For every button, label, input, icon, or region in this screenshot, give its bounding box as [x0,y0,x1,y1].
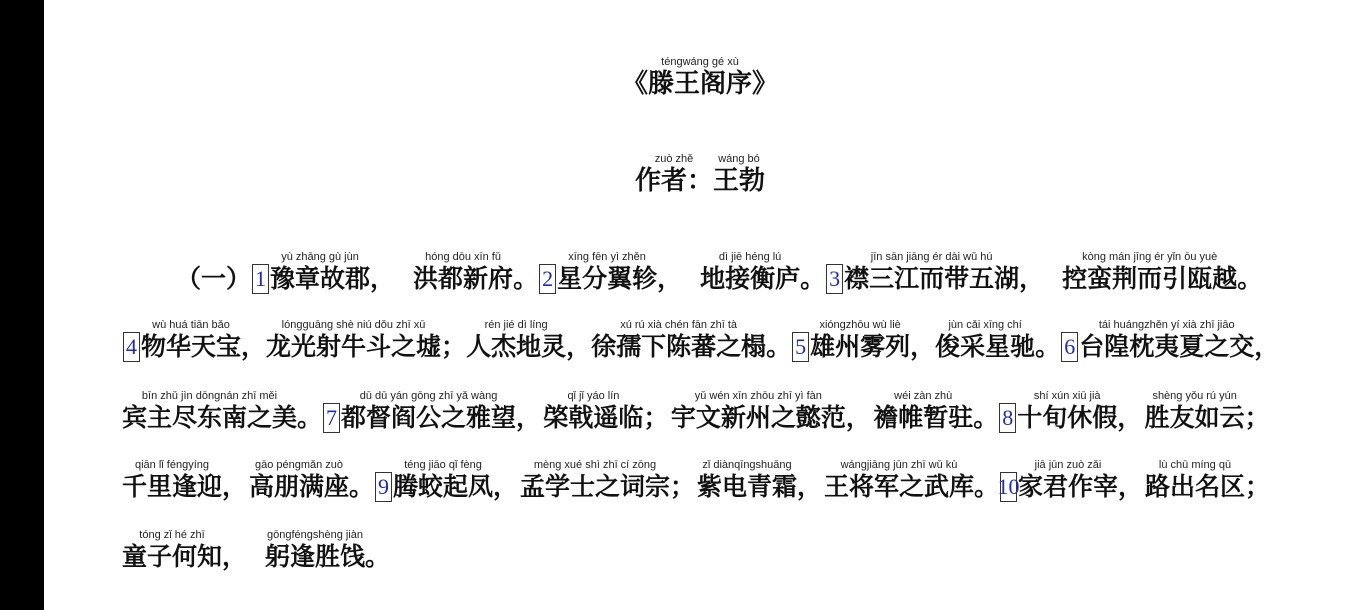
pinyin: rén jié dì líng [484,319,548,331]
text-line [122,389,1272,433]
annotated-phrase [520,458,670,502]
pinyin: hóng dōu xīn fǔ [425,251,501,263]
hanzi: 都督阎公之雅望 [341,403,517,432]
annotated-phrase [393,458,493,502]
punctuation: ， [797,472,823,501]
pinyin: téng jiāo qǐ fèng [404,459,482,471]
hanzi: 宇文新州之懿范 [670,403,846,432]
punctuation: ， [657,264,683,293]
pinyin: wángjiāng jūn zhī wǔ kù [840,459,958,471]
annotated-phrase [1145,458,1245,502]
pinyin: lóngguāng shè niú dǒu zhī xū [281,319,426,331]
annotated-phrase [466,318,566,362]
pinyin: qiān lǐ féngyíng [135,459,209,471]
annotated-phrase [122,528,222,572]
annotated-phrase [1017,389,1117,433]
pinyin: jīn sān jiāng ér dài wǔ hú [870,251,993,263]
annotated-phrase [591,318,766,362]
hanzi: 胜友如云 [1144,403,1245,432]
hanzi: 千里逢迎 [122,472,223,501]
annotated-phrase [557,250,657,294]
hanzi: 人杰地灵 [466,332,567,361]
hanzi: 家君作宰 [1018,472,1119,501]
hanzi: 洪都新府 [413,264,514,293]
annotated-phrase [270,250,370,294]
hanzi: 徐孺下陈蕃之榻 [591,332,767,361]
hanzi: 襜帷暂驻 [873,403,974,432]
pinyin: wéi zàn zhù [894,390,953,402]
author-label-text: 作者： [634,166,713,196]
author-label [635,152,713,196]
pinyin: dì jiē héng lú [718,251,782,263]
left-black-bar [0,0,44,610]
title-pinyin: téngwáng gé xù [661,56,739,68]
annotated-phrase [873,389,973,433]
pinyin: mèng xué shì zhī cí zōng [533,459,657,471]
annotated-phrase [265,528,365,572]
page-title [44,55,1356,99]
pinyin: wù huá tiān bǎo [152,319,230,331]
punctuation: 。 [1035,332,1061,361]
hanzi: 躬逢胜饯 [265,542,366,571]
sentence-number-badge[interactable]: 7 [323,403,340,433]
punctuation: ， [370,264,396,293]
pinyin: xīng fēn yì zhěn [568,251,646,263]
annotated-phrase [671,389,846,433]
hanzi: 龙光射牛斗之墟 [266,332,442,361]
pinyin: lù chū míng qū [1158,459,1232,471]
sentence-number-badge[interactable]: 9 [375,472,392,502]
punctuation: ， [1118,472,1144,501]
pinyin: zǐ diànqīngshuāng [702,459,792,471]
pinyin: jùn cǎi xīng chí [948,319,1022,331]
pinyin: gōngféngshèng jiàn [267,529,364,541]
sentence-number-badge[interactable]: 10 [1000,472,1017,502]
punctuation: 。 [800,264,826,293]
pinyin: jiā jūn zuò zǎi [1034,459,1102,471]
punctuation: ， [1019,264,1045,293]
hanzi: 王将军之武库 [823,472,974,501]
hanzi: 俊采星驰 [935,332,1036,361]
punctuation: ， [910,332,936,361]
author-name [713,152,765,196]
annotated-phrase [141,318,241,362]
punctuation: ； [1244,403,1270,432]
annotated-phrase [810,318,910,362]
punctuation: ； [643,403,669,432]
title-close-bracket: 》 [752,69,779,99]
annotated-phrase [844,250,1019,294]
hanzi: 物华天宝 [141,332,242,361]
pinyin: dū dū yán gōng zhī yǎ wàng [359,390,498,402]
punctuation: 。 [1237,264,1263,293]
title-text: 滕王阁序 [647,69,752,99]
hanzi: 高朋满座 [248,472,349,501]
pinyin: tái huángzhěn yí xià zhī jiāo [1098,319,1235,331]
annotated-phrase [1079,318,1254,362]
annotated-phrase [122,458,222,502]
punctuation: ， [845,403,871,432]
punctuation: ， [1254,332,1280,361]
hanzi: 孟学士之词宗 [520,472,671,501]
author-name-text: 王勃 [713,166,766,196]
text-line [176,250,1266,294]
hanzi: 腾蛟起凤 [393,472,494,501]
punctuation: ， [241,332,267,361]
punctuation: ， [1117,403,1143,432]
punctuation: 。 [297,403,323,432]
hanzi: 宾主尽东南之美 [122,403,298,432]
punctuation: ， [222,472,248,501]
punctuation: 。 [349,472,375,501]
pinyin: xú rú xià chén fān zhī tà [620,319,737,331]
hanzi: 路出名区 [1144,472,1245,501]
punctuation: ， [516,403,542,432]
sentence-number-badge[interactable]: 2 [539,264,556,294]
pinyin: gāo péngmǎn zuò [254,459,344,471]
punctuation: 。 [513,264,539,293]
hanzi: 十旬休假 [1017,403,1118,432]
pinyin: xióngzhōu wù liè [819,319,901,331]
pinyin: shí xún xiū jià [1033,390,1101,402]
punctuation: 。 [973,472,999,501]
pinyin: qǐ jǐ yáo lín [567,390,620,402]
pinyin: yù zhāng gù jùn [281,251,359,263]
sentence-number-badge[interactable]: 6 [1061,332,1078,362]
annotated-phrase [700,250,800,294]
sentence-number-badge[interactable]: 3 [826,264,843,294]
title-open-bracket: 《 [621,69,648,99]
annotated-phrase [122,389,297,433]
annotated-phrase [543,389,643,433]
sentence-number-badge[interactable]: 1 [252,264,269,294]
pinyin: bīn zhǔ jìn dōngnán zhī měi [141,390,278,402]
annotated-phrase [1062,250,1237,294]
sentence-number-badge[interactable]: 5 [792,332,809,362]
punctuation: ， [222,542,248,571]
author-name-pinyin: wáng bó [718,153,760,165]
text-line [122,528,1272,572]
annotated-phrase [697,458,797,502]
hanzi: 豫章故郡 [270,264,371,293]
hanzi: 星分翼轸 [557,264,658,293]
annotated-phrase [249,458,349,502]
pinyin: yǔ wén xīn zhōu zhī yì fàn [694,390,822,402]
pinyin: shèng yǒu rú yún [1152,390,1237,402]
annotated-phrase [413,250,513,294]
punctuation: ； [1245,472,1271,501]
annotated-phrase [935,318,1035,362]
text-line [122,318,1280,362]
annotated-phrase [1145,389,1245,433]
punctuation: ， [493,472,519,501]
punctuation: ； [670,472,696,501]
pinyin: kòng mán jīng ér yǐn ōu yuè [1082,251,1218,263]
hanzi: 控蛮荆而引瓯越 [1062,264,1238,293]
hanzi: 襟三江而带五湖 [844,264,1020,293]
annotated-phrase [341,389,516,433]
sentence-number-badge[interactable]: 8 [999,403,1016,433]
punctuation: 。 [766,332,792,361]
punctuation: 。 [365,542,391,571]
sentence-number-badge[interactable]: 4 [123,332,140,362]
author-line [44,152,1356,196]
paragraph-marker: （一） [176,264,252,293]
pinyin: tóng zǐ hé zhī [139,529,205,541]
title-word [648,55,752,99]
annotated-phrase [1018,458,1118,502]
punctuation: ； [441,332,467,361]
hanzi: 童子何知 [122,542,223,571]
hanzi: 紫电青霜 [696,472,797,501]
annotated-phrase [266,318,441,362]
text-line [122,458,1272,502]
annotated-phrase [824,458,974,502]
punctuation: ， [566,332,592,361]
punctuation: 。 [973,403,999,432]
hanzi: 台隍枕夷夏之交 [1079,332,1255,361]
author-label-pinyin: zuò zhě [654,153,694,165]
hanzi: 雄州雾列 [810,332,911,361]
hanzi: 地接衡庐 [700,264,801,293]
hanzi: 棨戟遥临 [543,403,644,432]
